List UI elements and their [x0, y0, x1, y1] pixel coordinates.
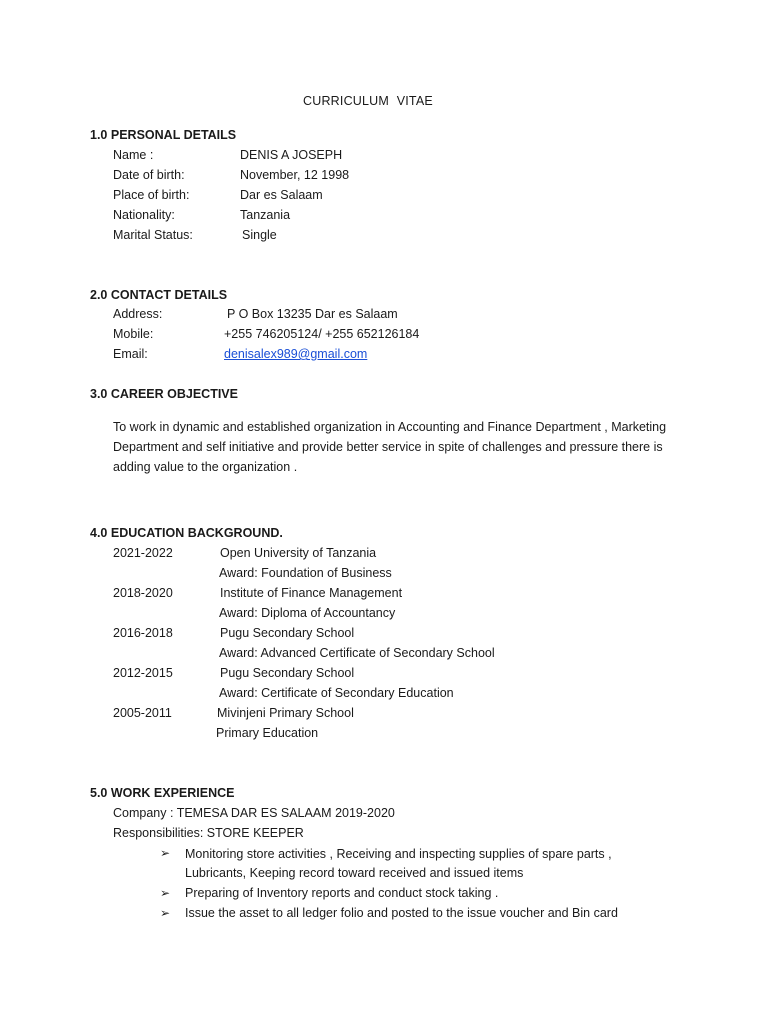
section-title: EDUCATION BACKGROUND.: [110, 526, 283, 540]
field-value: P O Box 13235 Dar es Salaam: [227, 307, 398, 321]
education-award: Award: Diploma of Accountancy: [219, 606, 396, 620]
education-years: 2016-2018: [113, 626, 173, 640]
education-award: Award: Advanced Certificate of Secondary School: [219, 646, 495, 660]
email-link[interactable]: denisalex989@gmail.com: [224, 347, 368, 361]
field-value: +255 746205124/ +255 652126184: [224, 327, 420, 341]
field-value: Tanzania: [240, 208, 291, 222]
education-award: Award: Certificate of Secondary Education: [219, 686, 454, 700]
responsibility-item: Preparing of Inventory reports and conduct stock taking .: [185, 886, 499, 900]
field-label: Place of birth:: [113, 188, 190, 202]
field-label: Name :: [113, 148, 154, 162]
section-heading-personal: [90, 127, 236, 143]
field-value: DENIS A JOSEPH: [240, 148, 343, 162]
field-label: Address:: [113, 307, 163, 321]
field-value: November, 12 1998: [240, 168, 350, 182]
section-title: PERSONAL DETAILS: [110, 128, 237, 142]
responsibility-item: Issue the asset to all ledger folio and posted to the issue voucher and Bin card: [185, 906, 618, 920]
work-company: Company : TEMESA DAR ES SALAAM 2019-2020: [113, 806, 395, 820]
section-heading-education: [90, 525, 283, 541]
arrow-bullet-icon: ➢: [160, 886, 171, 900]
field-label: Mobile:: [113, 327, 154, 341]
field-value: Dar es Salaam: [240, 188, 323, 202]
field-label: Nationality:: [113, 208, 175, 222]
education-years: 2012-2015: [113, 666, 173, 680]
education-school: Open University of Tanzania: [220, 546, 377, 560]
field-value: Single: [242, 228, 277, 242]
section-number: 1.0: [90, 128, 108, 142]
education-award: Primary Education: [216, 726, 319, 740]
education-award: Award: Foundation of Business: [219, 566, 392, 580]
field-label: Email:: [113, 347, 148, 361]
field-label: Date of birth:: [113, 168, 185, 182]
section-number: 2.0: [90, 288, 108, 302]
section-heading-contact: [90, 287, 227, 303]
arrow-bullet-icon: ➢: [160, 906, 171, 920]
education-years: 2018-2020: [113, 586, 173, 600]
education-years: 2005-2011: [113, 706, 172, 720]
section-title: CONTACT DETAILS: [110, 288, 228, 302]
responsibility-item: Monitoring store activities , Receiving and inspecting supplies of spare parts ,: [185, 847, 612, 861]
section-heading-work: [90, 785, 235, 801]
section-number: 3.0: [90, 387, 108, 401]
document-title: CURRICULUM VITAE: [303, 94, 433, 108]
responsibility-item-cont: Lubricants, Keeping record toward received and issued items: [185, 866, 524, 880]
field-label: Marital Status:: [113, 228, 193, 242]
career-objective-text: To work in dynamic and established organization in Accounting and Finance Department , Marketing Department and self initiative and provide better service in spite of challenges and pressure there is adding value to the organization .: [113, 420, 667, 474]
section-heading-career: [90, 386, 238, 402]
section-number: 4.0: [90, 526, 108, 540]
arrow-bullet-icon: ➢: [160, 846, 171, 860]
education-school: Mivinjeni Primary School: [217, 706, 354, 720]
education-school: Pugu Secondary School: [220, 626, 355, 640]
education-school: Institute of Finance Management: [220, 586, 403, 600]
section-number: 5.0: [90, 786, 108, 800]
work-responsibilities: Responsibilities: STORE KEEPER: [113, 826, 304, 840]
education-years: 2021-2022: [113, 546, 173, 560]
section-title: CAREER OBJECTIVE: [110, 387, 238, 401]
education-school: Pugu Secondary School: [220, 666, 355, 680]
section-title: WORK EXPERIENCE: [110, 786, 235, 800]
